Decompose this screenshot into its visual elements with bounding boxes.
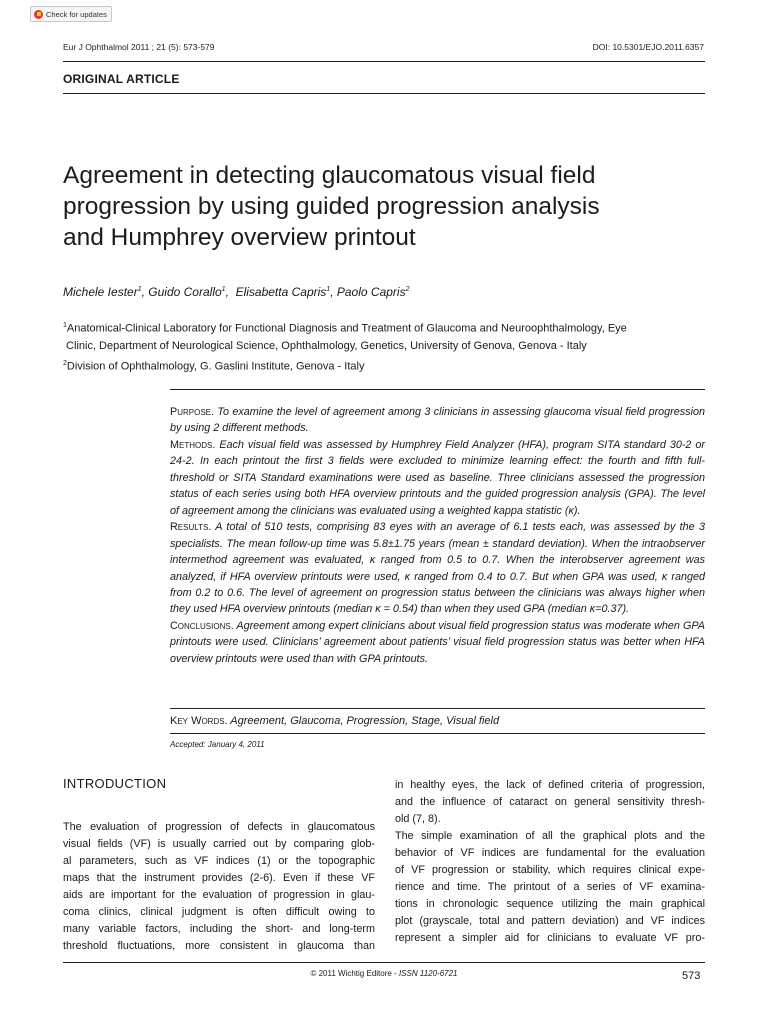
- affiliation-number: 1: [63, 322, 67, 329]
- body-line: and the influence of cataract on general sensitivity thresh-: [395, 796, 705, 808]
- abstract-results: Results. A total of 510 tests, comprising 83 eyes with an average of 6.1 tests each, was assessed by the 3 specialists. The mean follow-up time was 5.8±1.75 years (mean ± standard deviation). When the intraobserver intermethod agreement was evaluated, κ ranged from 0.5 to 0.7. When the interobserver agreement was analyzed, if HFA overview printouts were used, κ ranged from 0.4 to 0.7. But when GPA was used, κ ranged from 0.2 to 0.6. The level of agreement on progression status between the clinicians was always higher when they used HFA overview printouts (median κ = 0.54) than when they used GPA (median κ=0.37).: [170, 521, 705, 616]
- accepted-date: Accepted: January 4, 2011: [170, 740, 265, 749]
- keywords-label: Key Words.: [170, 715, 228, 727]
- body-line: rience and time. The printout of a series of VF examina-: [395, 881, 705, 893]
- crossmark-icon: [34, 10, 43, 19]
- header-rule: [63, 61, 705, 62]
- body-line: plot (grayscale, total and pattern deviation) and VF indices: [395, 915, 705, 927]
- article-type-rule: [63, 93, 705, 94]
- doi: DOI: 10.5301/EJO.2011.6357: [592, 42, 704, 52]
- body-line: tions in chronologic sequence utilizing the main graphical: [395, 898, 705, 910]
- affiliation-line: Clinic, Department of Neurological Science, Ophthalmology, Genetics, University of Genova, Genova - Italy: [63, 339, 587, 352]
- abstract-top-rule: [170, 389, 705, 390]
- author-affiliation-mark: 1: [137, 286, 142, 293]
- body-column-left: [63, 819, 375, 955]
- check-for-updates-label: Check for updates: [46, 9, 107, 19]
- abstract-bottom-rule: [170, 708, 705, 709]
- body-line: al parameters, such as VF indices (1) or the topographic: [63, 855, 375, 867]
- abstract-purpose: Purpose. To examine the level of agreement among 3 clinicians in assessing glaucoma visual field progression by using 2 different methods.: [170, 406, 705, 435]
- abstract-purpose-label: Purpose.: [170, 406, 214, 418]
- body-line: represent a simpler aid for clinicians to evaluate VF pro-: [395, 932, 705, 944]
- body-line: behavior of VF indices are fundamental for the evaluation: [395, 847, 705, 859]
- body-line: of VF progression or stability, which requires clinical expe-: [395, 864, 705, 876]
- title-line: and Humphrey overview printout: [63, 224, 416, 251]
- affiliation-line: $^1$Anatomical-Clinical Laboratory for Functional Diagnosis and Treatment of Glaucoma and Neuroophthalmology, Eye: [63, 322, 627, 335]
- author-name: Michele Iester: [63, 285, 138, 299]
- keywords-rule: [170, 733, 705, 734]
- author-affiliation-mark: 1: [326, 286, 331, 293]
- body-line: visual fields (VF) is usually carried out by comparing glob-: [63, 838, 375, 850]
- author-name: Guido Corallo: [148, 285, 222, 299]
- keywords-text: Agreement, Glaucoma, Progression, Stage, Visual field: [230, 715, 500, 727]
- body-line: maps that the instrument provides (2-6). Even if these VF: [63, 872, 375, 884]
- author-name: Paolo Capris: [336, 285, 406, 299]
- body-line: threshold fluctuations, more consistent in glaucoma than: [63, 940, 375, 952]
- check-for-updates-button[interactable]: [30, 6, 112, 22]
- abstract-methods-label: Methods.: [170, 438, 216, 451]
- abstract-conclusions: Conclusions. Agreement among expert clinicians about visual field progression status was moderate when GPA printouts were used. Clinicians’ agreement about patients’ visual field progression status was better when HFA overview printouts were used than with GPA printouts.: [170, 619, 705, 665]
- abstract-methods: Methods. Each visual field was assessed by Humphrey Field Analyzer (HFA), program SITA standard 30-2 or 24-2. In each printout the first 3 fields were excluded to minimize learning effect: the fourth and fifth full-threshold or SITA Standard examinations were used as baseline. Three clinicians assessed the progression status of each series using both HFA overview printouts and the guided progression analysis (GPA). The level of agreement among the clinicians was evaluated using a weighted kappa statistic (κ).: [170, 438, 705, 517]
- author-affiliation-mark: 2: [405, 286, 410, 293]
- body-line: coma clinics, clinical judgment is often difficult owing to: [63, 906, 375, 918]
- keywords: [170, 715, 705, 727]
- journal-citation: Eur J Ophthalmol 2011 ; 21 (5): 573-579: [63, 42, 215, 52]
- body-line: The simple examination of all the graphical plots and the: [395, 830, 705, 842]
- article-type: ORIGINAL ARTICLE: [63, 72, 180, 86]
- affiliations: [63, 317, 713, 375]
- title-line: progression by using guided progression analysis: [63, 193, 600, 220]
- abstract-conclusions-label: Conclusions.: [170, 619, 234, 632]
- affiliation-number: 2: [63, 359, 67, 367]
- body-line: old (7, 8).: [395, 813, 441, 825]
- footer-rule: [63, 962, 705, 963]
- page-number: 573: [682, 970, 701, 982]
- body-line: aids are important for the evaluation of progression in glau-: [63, 889, 375, 901]
- footer-issn: ISSN 1120-6721: [398, 969, 458, 978]
- abstract: [170, 404, 705, 667]
- author-affiliation-mark: 1: [221, 286, 226, 293]
- body-column-right: [395, 777, 705, 947]
- body-line: The evaluation of progression of defects in glaucomatous: [63, 821, 375, 833]
- introduction-heading: INTRODUCTION: [63, 776, 167, 791]
- author-name: Elisabetta Capris: [235, 285, 327, 299]
- affiliation-line: $^2$Division of Ophthalmology, G. Gaslini Institute, Genova - Italy: [63, 359, 365, 373]
- body-line: in healthy eyes, the lack of defined criteria of progression,: [395, 779, 705, 791]
- author-list: Michele Iester$^1$, Guido Corallo$^1$, Elisabetta Capris$^1$, Paolo Capris$^2$: [63, 285, 410, 299]
- title-line: Agreement in detecting glaucomatous visual field: [63, 162, 596, 189]
- article-title: [63, 160, 703, 253]
- abstract-results-label: Results.: [170, 521, 212, 534]
- footer-copyright: © 2011 Wichtig Editore - ISSN 1120-6721: [310, 969, 458, 978]
- body-line: many variable factors, including the short- and long-term: [63, 923, 375, 935]
